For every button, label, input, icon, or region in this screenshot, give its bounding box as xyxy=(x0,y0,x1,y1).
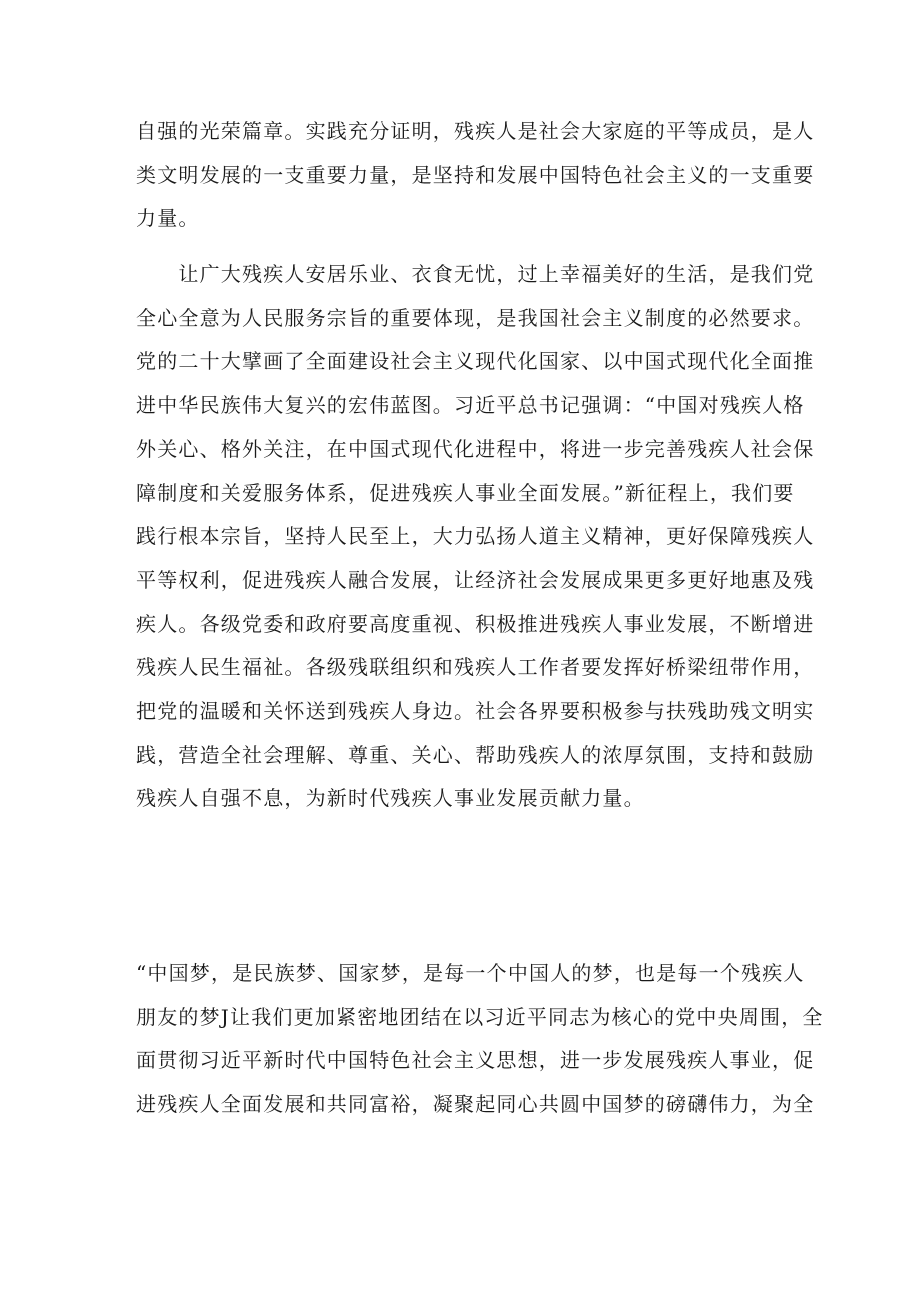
text-line: 党的二十大擘画了全面建设社会主义现代化国家、以中国式现代化全面推 xyxy=(136,349,815,374)
paragraph-2 xyxy=(136,253,815,821)
text-line: 把党的温暖和关怀送到残疾人身边。社会各界要积极参与扶残助残文明实 xyxy=(136,699,815,724)
text-line: 践行根本宗旨，坚持人民至上，大力弘扬人道主义精神，更好保障残疾人 xyxy=(136,524,815,549)
text-line: 残疾人自强不息，为新时代残疾人事业发展贡献力量。 xyxy=(136,786,645,811)
text-line: 疾人。各级党委和政府要高度重视、积极推进残疾人事业发展，不断增进 xyxy=(136,611,815,636)
text-line: 力量。 xyxy=(136,206,200,231)
text-line: 朋友的梦J让我们更加紧密地团结在以习近平同志为核心的党中央周围，全 xyxy=(136,1004,824,1029)
text-line: 自强的光荣篇章。实践充分证明，残疾人是社会大家庭的平等成员，是人 xyxy=(136,119,815,143)
text-line: “中国梦，是民族梦、国家梦，是每一个中国人的梦，也是每一个残疾人 xyxy=(136,961,805,985)
text-line: 进残疾人全面发展和共同富裕，凝聚起同心共圆中国梦的磅礴伟力，为全 xyxy=(136,1092,815,1117)
paragraph-3 xyxy=(136,952,824,1127)
text-line: 进中华民族伟大复兴的宏伟蓝图。习近平总书记强调：“中国对残疾人格 xyxy=(136,393,805,418)
text-line: 面贯彻习近平新时代中国特色社会主义思想，进一步发展残疾人事业，促 xyxy=(136,1048,815,1073)
text-line: 践，营造全社会理解、尊重、关心、帮助残疾人的浓厚氛围，支持和鼓励 xyxy=(136,742,815,767)
text-line: 残疾人民生福祉。各级残联组织和残疾人工作者要发挥好桥梁纽带作用， xyxy=(136,655,815,680)
text-line: 让广大残疾人安居乐业、衣食无忧，过上幸福美好的生活，是我们党 xyxy=(136,262,815,286)
text-line: 外关心、格外关注，在中国式现代化进程中，将进一步完善残疾人社会保 xyxy=(136,436,815,461)
text-line: 类文明发展的一支重要力量，是坚持和发展中国特色社会主义的一支重要 xyxy=(136,162,815,187)
text-line: 障制度和关爱服务体系，促进残疾人事业全面发展。”新征程上，我们要 xyxy=(136,480,795,505)
text-line: 全心全意为人民服务宗旨的重要体现，是我国社会主义制度的必然要求。 xyxy=(136,305,815,330)
paragraph-1 xyxy=(136,110,815,241)
text-line: 平等权利，促进残疾人融合发展，让经济社会发展成果更多更好地惠及残 xyxy=(136,567,815,592)
